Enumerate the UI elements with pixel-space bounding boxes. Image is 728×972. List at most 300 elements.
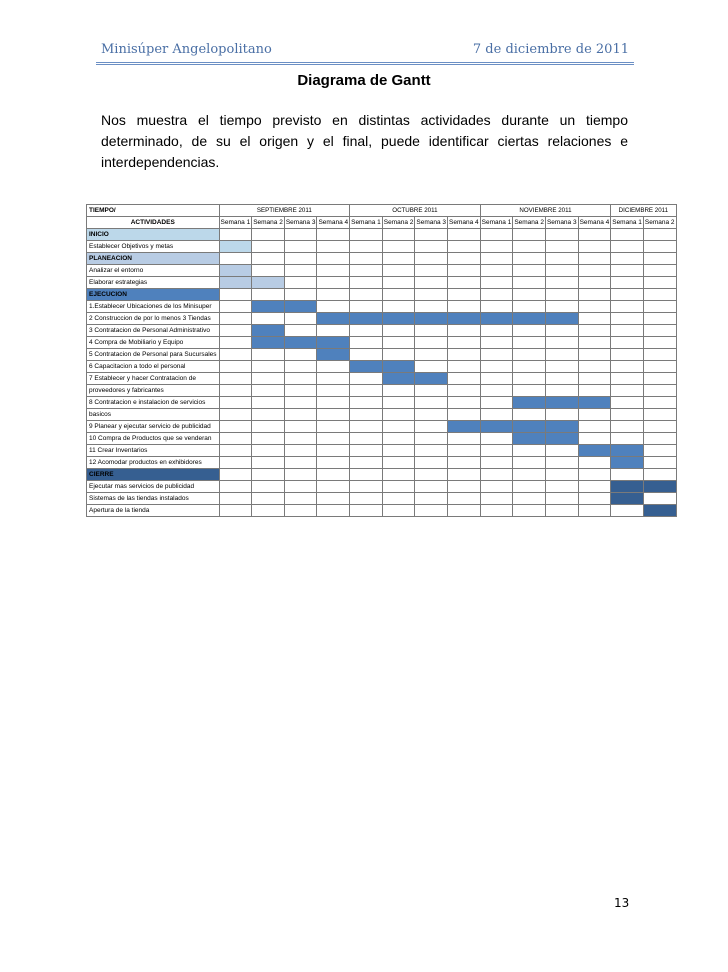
gantt-cell xyxy=(284,469,317,481)
gantt-cell xyxy=(448,337,481,349)
gantt-cell xyxy=(415,265,448,277)
gantt-bar-cell xyxy=(219,241,252,253)
gantt-bar-cell xyxy=(513,313,546,325)
gantt-cell xyxy=(545,277,578,289)
gantt-cell xyxy=(578,265,611,277)
intro-paragraph: Nos muestra el tiempo previsto en distintas actividades durante un tiempo determinado, de su el origen y el final, puede identificar ciertas relaciones e interdependencias. xyxy=(101,112,628,170)
gantt-cell xyxy=(448,457,481,469)
gantt-cell xyxy=(350,373,383,385)
gantt-cell xyxy=(611,373,644,385)
gantt-cell xyxy=(578,313,611,325)
gantt-cell xyxy=(317,421,350,433)
gantt-cell xyxy=(284,313,317,325)
gantt-cell xyxy=(448,505,481,517)
gantt-bar-cell xyxy=(611,445,644,457)
gantt-task-row xyxy=(87,385,677,397)
gantt-bar-cell xyxy=(611,481,644,493)
gantt-bar-cell xyxy=(317,337,350,349)
gantt-cell xyxy=(545,469,578,481)
gantt-cell xyxy=(578,325,611,337)
gantt-cell xyxy=(480,325,513,337)
gantt-cell xyxy=(415,385,448,397)
month-september: SEPTIEMBRE 2011 xyxy=(219,205,350,217)
gantt-bar-cell xyxy=(317,349,350,361)
gantt-cell xyxy=(350,349,383,361)
gantt-cell xyxy=(284,457,317,469)
gantt-cell xyxy=(578,337,611,349)
gantt-bar-cell xyxy=(382,373,415,385)
gantt-cell xyxy=(611,253,644,265)
gantt-task-row xyxy=(87,421,677,433)
gantt-cell xyxy=(643,349,676,361)
gantt-cell xyxy=(611,325,644,337)
gantt-cell xyxy=(415,421,448,433)
gantt-bar-cell xyxy=(545,433,578,445)
gantt-task-row xyxy=(87,457,677,469)
task-label: 4 Compra de Mobiliario y Equipo xyxy=(87,337,220,349)
gantt-cell xyxy=(415,337,448,349)
gantt-cell xyxy=(317,289,350,301)
gantt-week-row xyxy=(87,217,677,229)
gantt-cell xyxy=(219,349,252,361)
gantt-cell xyxy=(317,481,350,493)
gantt-cell xyxy=(578,289,611,301)
gantt-cell xyxy=(219,445,252,457)
gantt-cell xyxy=(611,337,644,349)
gantt-cell xyxy=(317,361,350,373)
gantt-cell xyxy=(317,469,350,481)
gantt-cell xyxy=(350,409,383,421)
gantt-cell xyxy=(382,301,415,313)
gantt-cell xyxy=(350,385,383,397)
gantt-cell xyxy=(415,349,448,361)
gantt-cell xyxy=(252,481,285,493)
gantt-cell xyxy=(545,349,578,361)
gantt-cell xyxy=(284,325,317,337)
gantt-cell xyxy=(382,229,415,241)
gantt-cell xyxy=(350,505,383,517)
gantt-cell xyxy=(643,397,676,409)
gantt-task-row xyxy=(87,397,677,409)
gantt-cell xyxy=(643,421,676,433)
gantt-cell xyxy=(611,409,644,421)
gantt-cell xyxy=(545,385,578,397)
gantt-cell xyxy=(480,457,513,469)
gantt-cell xyxy=(448,301,481,313)
gantt-cell xyxy=(284,253,317,265)
gantt-month-row xyxy=(87,205,677,217)
gantt-cell xyxy=(317,445,350,457)
gantt-bar-cell xyxy=(415,373,448,385)
gantt-cell xyxy=(415,505,448,517)
gantt-cell xyxy=(252,361,285,373)
gantt-task-row xyxy=(87,493,677,505)
section-label: EJECUCION xyxy=(87,289,220,301)
gantt-cell xyxy=(513,385,546,397)
gantt-cell xyxy=(578,469,611,481)
gantt-bar-cell xyxy=(382,313,415,325)
gantt-cell xyxy=(643,301,676,313)
gantt-cell xyxy=(480,493,513,505)
task-label: proveedores y fabricantes xyxy=(87,385,220,397)
page-title: Diagrama de Gantt xyxy=(297,72,431,89)
gantt-cell xyxy=(350,433,383,445)
gantt-cell xyxy=(350,325,383,337)
gantt-cell xyxy=(350,493,383,505)
section-label: CIERRE xyxy=(87,469,220,481)
gantt-cell xyxy=(252,469,285,481)
gantt-task-row xyxy=(87,445,677,457)
gantt-cell xyxy=(415,289,448,301)
gantt-cell xyxy=(219,361,252,373)
week-header: Semana 4 xyxy=(578,217,611,229)
gantt-cell xyxy=(448,253,481,265)
gantt-cell xyxy=(415,409,448,421)
gantt-cell xyxy=(382,241,415,253)
gantt-cell xyxy=(513,457,546,469)
gantt-cell xyxy=(350,265,383,277)
gantt-cell xyxy=(350,229,383,241)
gantt-bar-cell xyxy=(480,313,513,325)
gantt-bar-cell xyxy=(611,493,644,505)
gantt-cell xyxy=(448,241,481,253)
gantt-cell xyxy=(219,397,252,409)
gantt-cell xyxy=(643,253,676,265)
gantt-cell xyxy=(284,229,317,241)
header-rule-top xyxy=(96,62,634,63)
gantt-cell xyxy=(611,313,644,325)
gantt-bar-cell xyxy=(545,397,578,409)
gantt-cell xyxy=(284,373,317,385)
gantt-cell xyxy=(513,469,546,481)
week-header: Semana 2 xyxy=(382,217,415,229)
gantt-cell xyxy=(643,313,676,325)
gantt-cell xyxy=(219,481,252,493)
gantt-cell xyxy=(284,505,317,517)
gantt-cell xyxy=(252,253,285,265)
gantt-cell xyxy=(480,337,513,349)
gantt-cell xyxy=(415,325,448,337)
gantt-cell xyxy=(284,481,317,493)
gantt-cell xyxy=(350,421,383,433)
gantt-cell xyxy=(480,301,513,313)
gantt-bar-cell xyxy=(513,397,546,409)
gantt-cell xyxy=(219,337,252,349)
gantt-cell xyxy=(219,457,252,469)
gantt-cell xyxy=(317,241,350,253)
gantt-cell xyxy=(382,493,415,505)
gantt-cell xyxy=(382,325,415,337)
gantt-cell xyxy=(578,409,611,421)
gantt-cell xyxy=(643,277,676,289)
gantt-cell xyxy=(480,481,513,493)
gantt-cell xyxy=(643,385,676,397)
gantt-cell xyxy=(415,481,448,493)
gantt-cell xyxy=(219,505,252,517)
gantt-cell xyxy=(480,265,513,277)
week-header: Semana 2 xyxy=(513,217,546,229)
gantt-cell xyxy=(252,385,285,397)
gantt-bar-cell xyxy=(545,421,578,433)
gantt-cell xyxy=(219,421,252,433)
gantt-cell xyxy=(578,481,611,493)
page-number: 13 xyxy=(614,896,630,910)
gantt-cell xyxy=(219,409,252,421)
gantt-cell xyxy=(513,361,546,373)
gantt-cell xyxy=(252,445,285,457)
gantt-cell xyxy=(448,469,481,481)
gantt-cell xyxy=(252,313,285,325)
week-header: Semana 4 xyxy=(448,217,481,229)
gantt-cell xyxy=(350,301,383,313)
gantt-cell xyxy=(252,421,285,433)
gantt-cell xyxy=(513,253,546,265)
gantt-cell xyxy=(219,229,252,241)
gantt-bar-cell xyxy=(513,421,546,433)
week-header: Semana 1 xyxy=(219,217,252,229)
gantt-cell xyxy=(578,505,611,517)
week-header: Semana 2 xyxy=(643,217,676,229)
gantt-cell xyxy=(448,265,481,277)
gantt-bar-cell xyxy=(350,361,383,373)
task-label: 10 Compra de Productos que se venderan xyxy=(87,433,220,445)
gantt-cell xyxy=(382,409,415,421)
gantt-cell xyxy=(284,385,317,397)
gantt-cell xyxy=(643,337,676,349)
task-label: 6 Capacitacion a todo el personal xyxy=(87,361,220,373)
gantt-cell xyxy=(350,397,383,409)
gantt-cell xyxy=(415,253,448,265)
gantt-cell xyxy=(545,229,578,241)
gantt-cell xyxy=(415,397,448,409)
gantt-cell xyxy=(513,229,546,241)
gantt-cell xyxy=(448,493,481,505)
gantt-cell xyxy=(611,277,644,289)
actividades-label: ACTIVIDADES xyxy=(87,217,220,229)
gantt-task-row xyxy=(87,433,677,445)
gantt-cell xyxy=(350,445,383,457)
gantt-cell xyxy=(252,373,285,385)
gantt-cell xyxy=(448,325,481,337)
gantt-cell xyxy=(219,301,252,313)
gantt-cell xyxy=(480,373,513,385)
gantt-cell xyxy=(480,361,513,373)
gantt-cell xyxy=(545,505,578,517)
task-label: 5 Contratacion de Personal para Sucursales xyxy=(87,349,220,361)
gantt-cell xyxy=(350,277,383,289)
gantt-cell xyxy=(545,289,578,301)
gantt-section-row xyxy=(87,253,677,265)
gantt-cell xyxy=(252,265,285,277)
gantt-cell xyxy=(611,265,644,277)
gantt-cell xyxy=(284,241,317,253)
gantt-cell xyxy=(448,445,481,457)
gantt-cell xyxy=(382,445,415,457)
gantt-cell xyxy=(513,409,546,421)
gantt-cell xyxy=(219,289,252,301)
gantt-cell xyxy=(545,337,578,349)
header-company: Minisúper Angelopolitano xyxy=(101,42,272,57)
gantt-cell xyxy=(545,265,578,277)
gantt-cell xyxy=(415,277,448,289)
gantt-bar-cell xyxy=(317,313,350,325)
gantt-cell xyxy=(219,493,252,505)
gantt-cell xyxy=(578,457,611,469)
gantt-task-row xyxy=(87,265,677,277)
task-label: Ejecutar mas servicios de publicidad xyxy=(87,481,220,493)
week-header: Semana 4 xyxy=(317,217,350,229)
gantt-bar-cell xyxy=(415,313,448,325)
gantt-cell xyxy=(317,229,350,241)
gantt-cell xyxy=(317,457,350,469)
gantt-cell xyxy=(317,277,350,289)
gantt-cell xyxy=(382,265,415,277)
gantt-cell xyxy=(448,361,481,373)
gantt-cell xyxy=(284,433,317,445)
gantt-cell xyxy=(545,361,578,373)
gantt-cell xyxy=(611,301,644,313)
gantt-cell xyxy=(578,433,611,445)
gantt-cell xyxy=(382,457,415,469)
gantt-bar-cell xyxy=(219,277,252,289)
gantt-cell xyxy=(382,385,415,397)
gantt-cell xyxy=(448,481,481,493)
task-label: 8 Contratacion e instalacion de servicios xyxy=(87,397,220,409)
task-label: Elaborar estrategias xyxy=(87,277,220,289)
gantt-cell xyxy=(219,433,252,445)
gantt-cell xyxy=(643,469,676,481)
gantt-task-row xyxy=(87,301,677,313)
gantt-cell xyxy=(317,265,350,277)
gantt-cell xyxy=(448,373,481,385)
gantt-bar-cell xyxy=(578,445,611,457)
gantt-cell xyxy=(284,289,317,301)
gantt-cell xyxy=(480,433,513,445)
gantt-cell xyxy=(448,229,481,241)
gantt-bar-cell xyxy=(480,421,513,433)
gantt-task-row xyxy=(87,277,677,289)
header-rule-bottom xyxy=(96,64,634,65)
month-november: NOVIEMBRE 2011 xyxy=(480,205,611,217)
gantt-cell xyxy=(382,397,415,409)
gantt-cell xyxy=(513,493,546,505)
gantt-cell xyxy=(284,493,317,505)
gantt-cell xyxy=(219,253,252,265)
gantt-cell xyxy=(480,241,513,253)
month-october: OCTUBRE 2011 xyxy=(350,205,481,217)
gantt-cell xyxy=(284,361,317,373)
gantt-cell xyxy=(382,253,415,265)
gantt-cell xyxy=(643,493,676,505)
gantt-cell xyxy=(545,409,578,421)
gantt-bar-cell xyxy=(252,337,285,349)
gantt-cell xyxy=(513,505,546,517)
gantt-cell xyxy=(611,421,644,433)
gantt-cell xyxy=(611,505,644,517)
task-label: 12 Acomodar productos en exhibidores xyxy=(87,457,220,469)
gantt-cell xyxy=(643,229,676,241)
section-label: INICIO xyxy=(87,229,220,241)
task-label: 7 Establecer y hacer Contratacion de xyxy=(87,373,220,385)
gantt-cell xyxy=(578,385,611,397)
gantt-cell xyxy=(611,289,644,301)
gantt-cell xyxy=(382,433,415,445)
gantt-cell xyxy=(382,289,415,301)
gantt-cell xyxy=(611,241,644,253)
gantt-bar-cell xyxy=(513,433,546,445)
gantt-cell xyxy=(480,397,513,409)
gantt-cell xyxy=(513,481,546,493)
gantt-table xyxy=(86,204,677,517)
gantt-cell xyxy=(545,481,578,493)
gantt-cell xyxy=(643,457,676,469)
gantt-cell xyxy=(415,361,448,373)
gantt-task-row xyxy=(87,373,677,385)
gantt-cell xyxy=(513,277,546,289)
gantt-cell xyxy=(578,493,611,505)
tiempo-label: TIEMPO/ xyxy=(87,205,220,217)
gantt-cell xyxy=(219,469,252,481)
gantt-cell xyxy=(513,241,546,253)
gantt-bar-cell xyxy=(252,301,285,313)
gantt-cell xyxy=(317,397,350,409)
gantt-cell xyxy=(611,469,644,481)
gantt-cell xyxy=(480,277,513,289)
gantt-cell xyxy=(643,265,676,277)
gantt-bar-cell xyxy=(284,301,317,313)
gantt-bar-cell xyxy=(448,313,481,325)
gantt-cell xyxy=(513,373,546,385)
gantt-cell xyxy=(350,337,383,349)
gantt-cell xyxy=(415,469,448,481)
gantt-task-row xyxy=(87,505,677,517)
week-header: Semana 3 xyxy=(284,217,317,229)
gantt-cell xyxy=(448,409,481,421)
gantt-cell xyxy=(350,241,383,253)
gantt-cell xyxy=(578,301,611,313)
gantt-cell xyxy=(317,493,350,505)
gantt-bar-cell xyxy=(643,481,676,493)
gantt-cell xyxy=(545,373,578,385)
gantt-cell xyxy=(284,409,317,421)
gantt-cell xyxy=(643,373,676,385)
gantt-bar-cell xyxy=(219,265,252,277)
gantt-cell xyxy=(611,433,644,445)
gantt-cell xyxy=(513,349,546,361)
gantt-cell xyxy=(611,397,644,409)
gantt-cell xyxy=(578,277,611,289)
gantt-cell xyxy=(448,397,481,409)
section-label: PLANEACION xyxy=(87,253,220,265)
gantt-cell xyxy=(252,397,285,409)
gantt-cell xyxy=(611,361,644,373)
gantt-cell xyxy=(252,433,285,445)
gantt-cell xyxy=(252,505,285,517)
gantt-cell xyxy=(350,469,383,481)
gantt-cell xyxy=(545,301,578,313)
header-date: 7 de diciembre de 2011 xyxy=(472,42,629,57)
gantt-task-row xyxy=(87,241,677,253)
gantt-cell xyxy=(317,253,350,265)
gantt-task-row xyxy=(87,409,677,421)
gantt-bar-cell xyxy=(252,325,285,337)
gantt-cell xyxy=(480,505,513,517)
week-header: Semana 3 xyxy=(545,217,578,229)
gantt-cell xyxy=(448,433,481,445)
gantt-cell xyxy=(317,409,350,421)
gantt-cell xyxy=(480,469,513,481)
gantt-cell xyxy=(513,301,546,313)
